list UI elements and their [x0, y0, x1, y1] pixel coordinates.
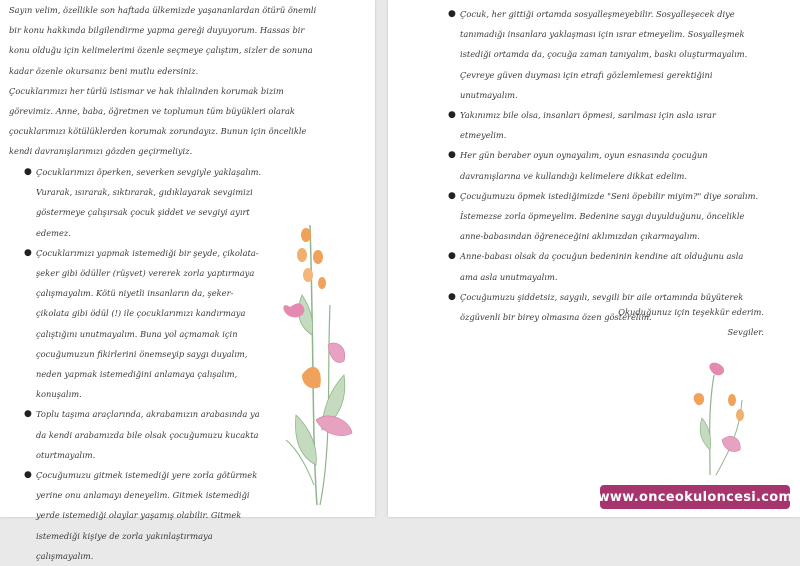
list-item: ● Yakınımız bile olsa, insanları öpmesi, sarılması için asla ısrar etmeyelim. — [460, 105, 760, 145]
bullet-list-1 — [24, 162, 264, 566]
list-item: ● Çocuğumuzu öpmek istediğimizde "Seni öpebilir miyim?" diye soralım. İstemezse zorla öpmeyelim. Bedenine saygı duyulduğunu, öncelikle anne-babasından öğreneceğini aklımızdan çıkarmayalım. — [460, 186, 760, 247]
document-page-1 — [0, 0, 375, 561]
list-item: ● Toplu taşıma araçlarında, akrabamızın arabasında ya da kendi arabamızda bile olsak çocuğumuzu kucakta oturtmayalım. — [36, 404, 264, 465]
closing-text: Okuduğunuz için teşekkür ederim. — [618, 307, 764, 317]
list-item: ● Çocuklarımızı öperken, severken sevgiyle yaklaşalım. Vurarak, ısırarak, sıktırarak, gıdıklayarak sevgimizi göstermeye çalışırsak çocuk şiddet ve sevgiyi ayırt edemez. — [36, 162, 264, 243]
bullet-icon: ● — [448, 9, 456, 19]
bullet-icon: ● — [448, 251, 456, 262]
list-item: ● Her gün beraber oyun oynayalım, oyun esnasında çocuğun davranışlarına ve kullandığı kelimelere dikkat edelim. — [460, 145, 760, 185]
bullet-icon: ● — [24, 409, 32, 420]
list-item: ● Anne-babası olsak da çocuğun bedeninin kendine ait olduğunu asla ama asla unutmayalım. — [460, 246, 760, 286]
website-watermark: www.onceokuloncesi.com — [600, 485, 790, 509]
bullet-icon: ● — [24, 247, 32, 258]
list-item: ● Çocuğumuzu şiddetsiz, saygılı, sevgili bir aile ortamında büyüterek özgüvenli bir birey olmasına özen gösterelim. — [460, 287, 760, 327]
bullet-icon: ● — [24, 470, 32, 481]
list-item: ● Çocuk, her gittiği ortamda sosyalleşmeyebilir. Sosyalleşecek diye tanımadığı insanlara yaklaşması için ısrar etmeyelim. Sosyalleşmek istediği ortamda da, çocuğa zaman tanıyalım, baskı oluşturmayalım. Çevreye güven duyması için etrafı gözlemlemesi gerektiğini unutmayalım. — [460, 4, 760, 105]
flower-illustration-small — [680, 360, 780, 480]
document-page-2 — [388, 0, 800, 517]
list-item: ● Çocuklarımızı yapmak istemediği bir şeyde, çikolata-şeker gibi ödüller (rüşvet) vererek zorla yaptırmaya çalışmayalım. Kötü niyetli insanların da, şeker-çikolata gibi ödül (!) ile çocuklarımızı kandırmaya çalıştığını unutmayalım. Buna yol açmamak için çocuğumuzun fikirlerini önemseyip saygı duyalım, neden yapmak istemediğini anlamaya çalışalım, konuşalım. — [36, 243, 264, 405]
signature-text: Sevgiler. — [727, 327, 764, 338]
intro-paragraph: Sayın velim, özellikle son haftada ülkemizde yaşananlardan ötürü önemli bir konu hakkında bilgilendirme yapma gereği duyuyorum. Hassas bir konu olduğu için kelimelerimi özenle seçmeye çalıştım, sizler de sonuna kadar özenle okursanız beni mutlu edersiniz. — [9, 5, 317, 76]
bullet-icon: ● — [24, 167, 32, 177]
bullet-icon: ● — [448, 291, 456, 302]
bullet-icon: ● — [448, 190, 456, 201]
list-item: ● Çocuğumuzu gitmek istemediği yere zorla götürmek yerine onu anlamayı deneyelim. Gitmek istemediği yerde istemediği olaylar yaşamış olabilir. Gitmek istemediği kişiye de zorla yakınlaştırmaya çalışmayalım. — [36, 465, 264, 566]
second-paragraph: Çocuklarımızı her türlü istismar ve hak ihlalinden korumak bizim görevimiz. Anne, baba, öğretmen ve toplumun tüm büyükleri olarak çocuklarımızı kötülüklerden korumak zorundayız. Bunun için öncelikle kendi davranışlarımızı gözden geçirmeliyiz. — [9, 85, 307, 157]
bullet-icon: ● — [448, 110, 456, 121]
bullet-list-2 — [448, 4, 760, 327]
bullet-icon: ● — [448, 150, 456, 161]
closing-block — [618, 302, 764, 342]
flower-illustration — [272, 215, 372, 515]
